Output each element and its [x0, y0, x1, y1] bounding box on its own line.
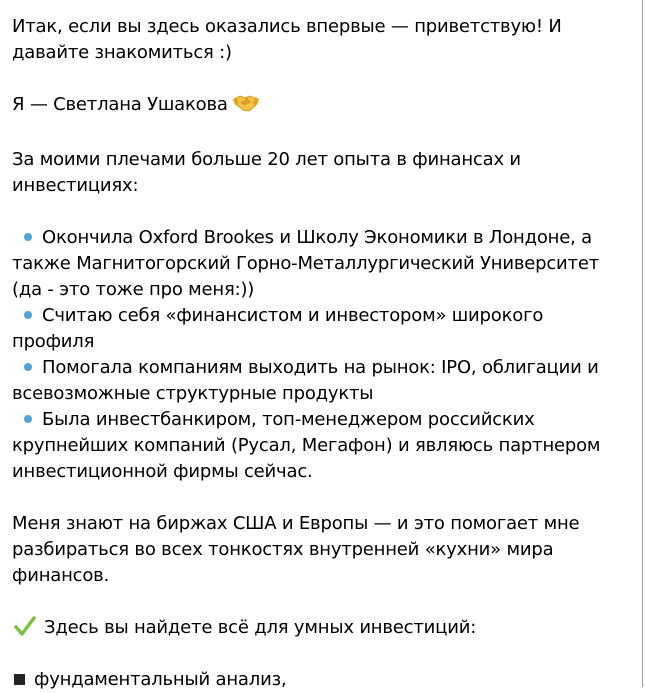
bullet-text: крупнейших компаний (Русал, Мегафон) и являюсь партнером	[12, 435, 601, 456]
list-item	[12, 667, 622, 693]
bullet-text: Помогала компаниям выходить на рынок: IPO, облигации и	[42, 357, 599, 378]
find-text: Здесь вы найдете всё для умных инвестиций:	[44, 617, 477, 638]
spacer	[12, 485, 622, 511]
bullet-text: всевозможные структурные продукты	[12, 383, 374, 404]
bullet-text: инвестиционной фирмы сейчас.	[12, 461, 313, 482]
bullet-text: профиля	[12, 331, 95, 352]
experience-line-1: За моими плечами больше 20 лет опыта в финансах и	[12, 149, 521, 170]
intro-line-1: Итак, если вы здесь оказались впервые — приветствую! И	[12, 16, 562, 37]
bullet-dot-icon	[24, 233, 32, 241]
find-line	[12, 615, 622, 641]
bullet-text: Считаю себя «финансистом и инвестором» широкого	[42, 305, 544, 326]
bullet-dot-icon	[24, 415, 32, 423]
spacer	[12, 589, 622, 615]
list-item-text: фундаментальный анализ,	[34, 669, 287, 690]
message-text	[12, 14, 622, 693]
bullet-text: Была инвестбанкиром, топ-менеджером российских	[42, 409, 535, 430]
name-text: Я — Светлана Ушакова	[12, 94, 228, 115]
list-item	[12, 355, 622, 407]
known-line-3: финансов.	[12, 565, 110, 586]
handshake-icon	[233, 93, 259, 121]
bullet-dot-icon	[24, 311, 32, 319]
check-mark-icon	[14, 615, 36, 637]
bullet-list	[12, 225, 622, 485]
spacer	[12, 121, 622, 147]
name-line	[12, 92, 622, 121]
list-item	[12, 303, 622, 355]
list-item	[12, 225, 622, 303]
black-square-icon	[14, 674, 25, 685]
bullet-text: также Магнитогорский Горно-Металлургический Университет	[12, 253, 599, 274]
known-line-2: разбираться во всех тонкостях внутренней «кухни» мира	[12, 539, 554, 560]
spacer	[12, 66, 622, 92]
bullet-text: Окончила Oxford Brookes и Школу Экономики в Лондоне, а	[42, 227, 593, 248]
panel-right-border	[642, 0, 643, 687]
known-line-1: Меня знают на биржах США и Европы — и это помогает мне	[12, 513, 580, 534]
bullet-text: (да - это тоже про меня:))	[12, 279, 255, 300]
list-item	[12, 407, 622, 485]
bullet-dot-icon	[24, 363, 32, 371]
experience-line-2: инвестициях:	[12, 175, 139, 196]
intro-line-2: давайте знакомиться :)	[12, 42, 232, 63]
spacer	[12, 641, 622, 667]
spacer	[12, 199, 622, 225]
